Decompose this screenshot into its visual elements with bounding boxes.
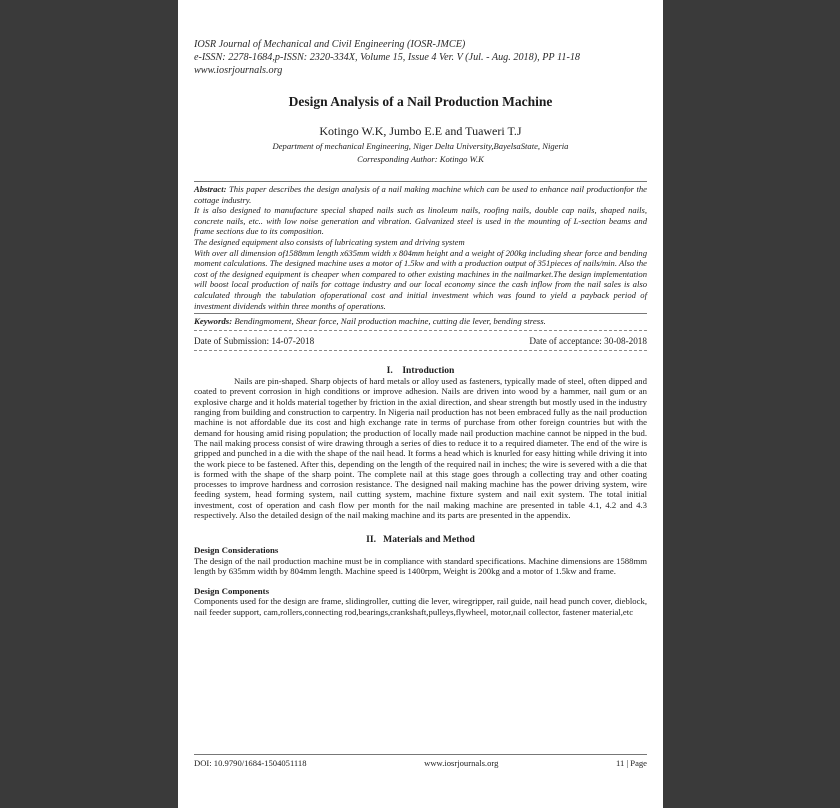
corresponding-author: Corresponding Author: Kotingo W.K (357, 154, 484, 164)
journal-url[interactable]: www.iosrjournals.org (194, 65, 283, 76)
date-submission: Date of Submission: 14-07-2018 (194, 336, 315, 347)
abstract-p4: With over all dimension of1588mm length x635mm width x 804mm height and a weight of 200kg including shear force and bending moment calculations. The designed machine uses a motor of 1.5kw and with a production output of 351pieces of nails/min. Also the cost of the designed equipment is cheaper when compared to other existing machines in the nailmarket.The design implementation will boost local production of nails for cottage industry and our local economy since the cash inflow from the nail sales is also calculated through the tabulation ofoperational cost and initial investment which was found to yield a payback period of investment dividends within three months of operations. (194, 247, 647, 311)
paper-authors: Kotingo W.K, Jumbo E.E and Tuaweri T.J (319, 124, 522, 138)
divider-top (194, 330, 647, 331)
design-considerations-heading: Design Considerations (194, 545, 279, 556)
abstract-block (194, 181, 647, 314)
dates-row (194, 336, 647, 346)
footer-site[interactable]: www.iosrjournals.org (424, 758, 499, 768)
journal-issn: e-ISSN: 2278-1684,p-ISSN: 2320-334X, Volume 15, Issue 4 Ver. V (Jul. - Aug. 2018), PP 11-18 (194, 52, 581, 63)
design-considerations-body: The design of the nail production machine must be in compliance with standard specifications. Machine dimensions are 1588mm length by 635mm width by 804mm length. Machine speed is 1400rpm, Weight is 200kg and a motor of 1.5kw and frame. (194, 555, 647, 576)
abstract-p1 (194, 184, 647, 205)
design-components-body: Components used for the design are frame, slidingroller, cutting die lever, wiregripper, rail guide, nail head punch cover, dieblock, nail feeder support, cam,rollers,connecting rod,bearings,crankshaft,pulleys,flywheel, motor,nail collector, fastener material,etc (194, 596, 647, 617)
journal-name: IOSR Journal of Mechanical and Civil Engineering (IOSR-JMCE) (194, 39, 466, 50)
abstract-p2: It is also designed to manufacture special shaped nails such as linoleum nails, roofing nails, double cap nails, shaped nails, concrete nails, etc.. with low noise generation and vibration. Galvanized steel is used in the mounting of L-section beams and frame sections due to its composition. (194, 205, 647, 237)
divider-bottom (194, 350, 647, 351)
abstract-label: Abstract: (194, 184, 227, 194)
design-components-heading: Design Components (194, 586, 270, 597)
introduction-body: Nails are pin-shaped. Sharp objects of hard metals or alloy used as fasteners, typically made of steel, often dipped and coated to prevent corrosion in high conditions or improve adhesion. Nails are driven into wood by a hammer, nail gum or an explosive charge and it holds material together by friction in the axial direction, and shear strength but mostly used in the industry ranging from building and construction to carpentry. In Nigeria nail production has not been embraced fully as the nail production machine is not affordable due its cost and high exchange rate in terms of purchase from other foreign countries but with the demand for housing amid rising population; the production of locally made nail production machine cannot be nipped in the bud. The nail making process consist of wire drawing through a series of dies to reduce it to a required diameter. The end of the wire is gripped and punched in a die with the shape of the nail head. It forms a head which is knurled for easy hitting while driving it into the work piece to be fastened. After this, depending on the length of the required nail in inches; the wire is severed with a die that is formed with the shape of the sharp point. The complete nail at this stage goes through a collecting tray and other coating processes to improve hardness and corrosion resistance. The designed nail making machine has the power driving system, wire feeding system, head forming system, nail cutting system, machine fixture system and nail exit system. The total initial investment, cost of operation and cash flow per month for the nail making machine are presented in table 4.1, 4.2 and 4.3 respectively. Also the detailed design of the nail making machine and its parts are presented in the appendix. (194, 376, 647, 520)
page-footer (194, 754, 647, 768)
section-introduction-heading: I. Introduction (386, 365, 455, 377)
paper-page (178, 0, 663, 808)
section-materials-heading: II. Materials and Method (366, 534, 475, 546)
keywords-label: Keywords: (194, 316, 233, 327)
footer-doi: DOI: 10.9790/1684-1504051118 (194, 758, 307, 768)
journal-header (194, 38, 647, 77)
keywords (194, 316, 647, 326)
abstract-p3: The designed equipment also consists of lubricating system and driving system (194, 236, 465, 247)
abstract-text-1: This paper describes the design analysis of a nail making machine which can be used to enhance nail productionfor the cottage industry. (194, 184, 647, 205)
date-acceptance: Date of acceptance: 30-08-2018 (529, 336, 647, 347)
affiliation: Department of mechanical Engineering, Niger Delta University,BayelsaState, Nigeria (272, 141, 569, 151)
keywords-text: Bendingmoment, Shear force, Nail production machine, cutting die lever, bending stress. (234, 316, 546, 327)
paper-title: Design Analysis of a Nail Production Machine (288, 94, 553, 109)
footer-page-number: 11 | Page (616, 758, 647, 768)
